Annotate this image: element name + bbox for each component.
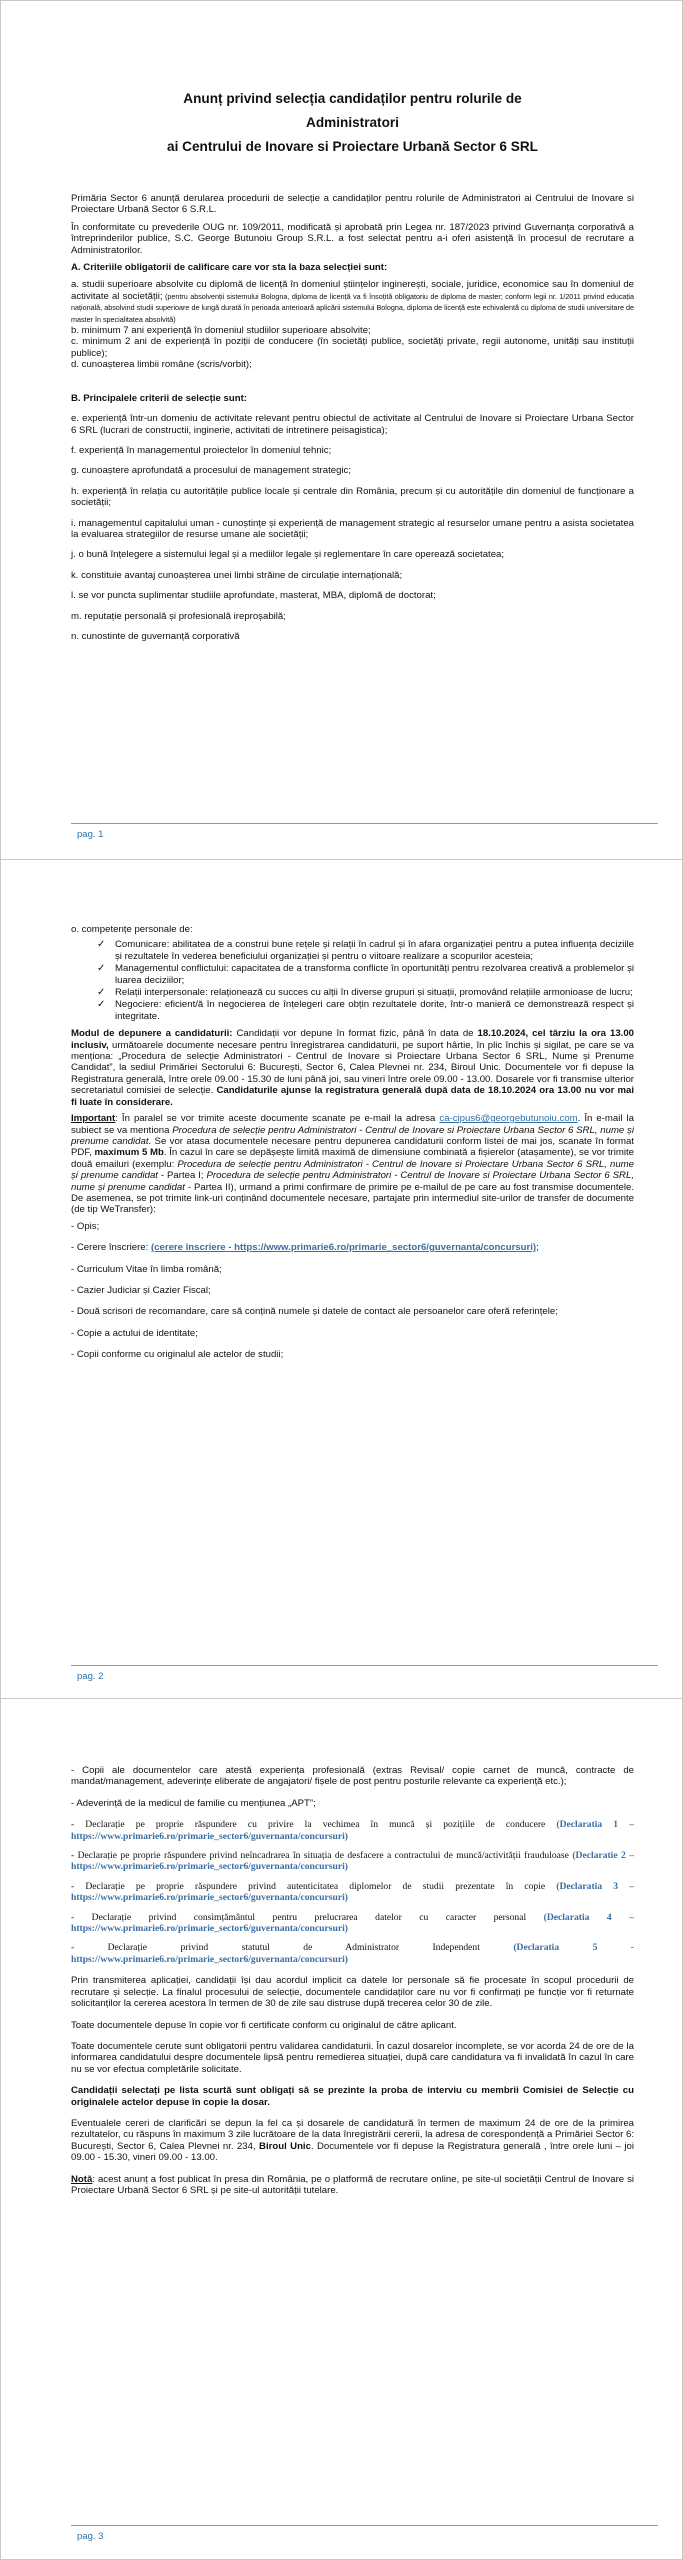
declaratie-2-link[interactable]: (Declaratie 2 – https://www.primarie6.ro/primarie_sector6/guvernanta/concursuri) — [71, 1850, 634, 1873]
doc-opis: - Opis; — [71, 1220, 100, 1232]
criterion-l: l. se vor puncta suplimentar studiile aprofundate, masterat, MBA, diplomă de doctorat; — [71, 590, 436, 602]
doc-declaratie-4: - Declarație privind consimțământul pentru prelucrarea datelor cu caracter personal (Declaratia 4 – https://www.primarie6.ro/primarie_sector6/guvernanta/concursuri) — [71, 1911, 634, 1935]
doc-adeverinta: - Adeverință de la medicul de familie cu mențiunea „APT”; — [71, 1797, 316, 1809]
footer-divider — [71, 1665, 658, 1666]
criterion-b: b. minimum 7 ani experiență în domeniul studiilor superioare absolvite; — [71, 325, 371, 337]
clarifications-paragraph: Eventualele cereri de clarificări se depun la fel ca și dosarele de candidatură în termen de maximum 24 de ore de la primirea rezultatelor, cu răspuns în maximum 3 zile lucrătoare de la data înregistrării cererii, la adresa de corespondență a Primăriei Sector 6: București, Sector 6, Calea Plevnei nr. 234, Biroul Unic. Documentele vor fi depuse la Registratura generală , între orele luni – joi 09.00 - 15.30, vineri 09.00 - 13.00. — [71, 2117, 634, 2164]
section-b-heading: B. Principalele criterii de selecție sunt: — [71, 392, 247, 404]
checkmark-icon: ✓ — [97, 963, 106, 975]
criterion-i: i. managementul capitalului uman - cunoștințe și experiență de management strategic al resurselor umane pentru a asista societatea la evaluarea strategiilor de resurse umane ale societății; — [71, 517, 634, 540]
list-item: ✓ Managementul conflictului: capacitatea de a transforma conflicte în oportunități pentru rezolvarea creativă a problemelor și luarea deciziilor; — [97, 963, 634, 986]
page-3-content — [71, 1765, 634, 2206]
important-paragraph: Important: În paralel se vor trimite aceste documente scanate pe e-mail la adresa ca-cipus6@georgebutunoiu.com. În e-mail la subiect se va mentiona Procedura de selecție pentru Administratori - Centrul de Inovare si Proiectare Urbana Sector 6 SRL, nume și prenume candidat. Se vor atasa documentele necesare pentru depunerea candidaturii conform listei de mai jos, scanate în format PDF, maximum 5 Mb. În cazul în care se depășește limită maximă de dimensiune combinată a fișierelor (atașamente), se vor trimite două emailuri (exemplu: Procedura de selecție pentru Administratori - Centrul de Inovare si Proiectare Urbana Sector 6 SRL, nume și prenume candidat - Partea I; Procedura de selecție pentru Administratori - Centrul de Inovare si Proiectare Urbana Sector 6 SRL, nume și prenume candidat - Partea II), urmand a primi confirmare de primire pe e-mailul de pe care au fost transmise documentele. De asemenea, se pot trimite link-uri conținând documentele necesare, partajate prin intermediul site-urilor de transfer de documente (de tip WeTransfer): — [71, 1113, 634, 1216]
criterion-e: e. experiență într-un domeniu de activitate relevant pentru obiectul de activitate al Centrului de Inovare si Proiectare Urbana Sector 6 SRL (lucrari de constructii, inginerie, activitati de intretinere peisagistica); — [71, 413, 634, 436]
intro-paragraph-1: Primăria Sector 6 anunță derularea procedurii de selecție a candidaților pentru rolurile de Administratori ai Centrului de Inovare si Proiectare Urbană Sector 6 S.R.L. — [71, 193, 634, 216]
note-paragraph: Notă: acest anunț a fost publicat în presa din România, pe o platformă de recrutare online, pe site-ul societății Centrul de Inovare si Proiectare Urbană Sector 6 SRL și pe site-ul autorității tutelare. — [71, 2173, 634, 2196]
page-1-content — [71, 87, 634, 651]
footer-divider — [71, 823, 658, 824]
criterion-m: m. reputație personală și profesională ireproșabilă; — [71, 610, 286, 622]
personal-competences-list — [91, 939, 634, 1022]
criterion-f: f. experiență în managementul proiectelor în domeniul tehnic; — [71, 444, 332, 456]
doc-cerere: - Cerere înscriere: (cerere înscriere - https://www.primarie6.ro/primarie_sector6/guvernanta/concursuri); — [71, 1242, 539, 1254]
cerere-link[interactable]: (cerere înscriere - https://www.primarie6.ro/primarie_sector6/guvernanta/concursuri) — [150, 1242, 537, 1254]
doc-recomandare: - Două scrisori de recomandare, care să conțină numele și datele de contact ale persoanelor care oferă referințele; — [71, 1306, 558, 1318]
consent-paragraph: Prin transmiterea aplicației, candidații își dau acordul implicit ca datele lor personale să fie procesate în scopul procedurii de recrutare și selecție. La finalul procesului de selecție, documentele candidaților care nu vor fi confirmați pe funcție vor fi returnate solicitanților la cererea acestora în termen de 30 de zile sau distruse după trecerea celor 30 de zile. — [71, 1975, 634, 2010]
interview-paragraph: Candidații selectați pe lista scurtă sunt obligați să se prezinte la proba de interviu cu membrii Comisiei de Selecție cu originalele actelor depuse în copie la dosar. — [71, 2085, 634, 2108]
page-number: pag. 1 — [77, 829, 104, 840]
doc-declaratie-1: - Declarație pe proprie răspundere cu privire la vechimea în muncă și pozițiile de conducere (Declaratia 1 – https://www.primarie6.ro/primarie_sector6/guvernanta/concursuri) — [71, 1819, 634, 1842]
certification-paragraph: Toate documentele depuse în copie vor fi certificate conform cu originalul de către aplicant. — [71, 2019, 457, 2031]
criterion-d: d. cunoașterea limbii române (scris/vorbit); — [71, 359, 252, 371]
email-link[interactable]: ca-cipus6@georgebutunoiu.com — [439, 1113, 578, 1125]
criterion-o: o. competențe personale de: — [71, 924, 193, 935]
announcement-title-line-3: ai Centrului de Inovare si Proiectare Urbană Sector 6 SRL — [167, 139, 538, 154]
doc-cv: - Curriculum Vitae în limba română; — [71, 1263, 222, 1275]
criterion-a — [71, 279, 634, 325]
declaratie-1-link[interactable]: (Declaratia 1 – https://www.primarie6.ro/primarie_sector6/guvernanta/concursuri) — [71, 1819, 634, 1842]
document-page-2 — [0, 859, 683, 1699]
list-item: ✓ Comunicare: abilitatea de a construi bune rețele și relații în cadrul și în afara organizației pentru a putea influența deciziile și rezultatele în vederea beneficiului organizației și pentru o viitoare realizare a scopurilor acesteia; — [97, 939, 634, 962]
doc-experienta: - Copii ale documentelor care atestă experiența profesională (extras Revisal/ copie carnet de muncă, contracte de mandat/management, adeverințe eliberate de angajatori/ fișele de post pentru posturile relevante ca experiență etc.); — [71, 1765, 634, 1788]
criterion-a-text: a. studii superioare absolvite cu diplomă de licență în domeniul științelor inginerești, sociale, juridice, economice sau în domeniul de activitate al societății; — [71, 279, 634, 302]
doc-cazier: - Cazier Judiciar și Cazier Fiscal; — [71, 1284, 211, 1296]
announcement-title-line-1: Anunț privind selecția candidaților pentru rolurile de — [183, 91, 522, 106]
criterion-n: n. cunostinte de guvernanță corporativă — [71, 630, 240, 642]
doc-declaratie-5: - Declarație privind statutul de Administrator Independent (Declaratia 5 - https://www.primarie6.ro/primarie_sector6/guvernanta/concursuri) — [71, 1942, 634, 1965]
list-item: ✓ Relații interpersonale: relaționează cu succes cu alții în diverse grupuri și situații, promovând relațiile armonioase de lucru; — [97, 987, 633, 999]
declaratie-5-link[interactable]: (Declaratia 5 - https://www.primarie6.ro/primarie_sector6/guvernanta/concursuri) — [71, 1942, 634, 1965]
criterion-h: h. experiență în relația cu autoritățile publice locale și centrale din România, precum și cu autoritățile din domeniul de funcționare a societății; — [71, 485, 634, 509]
list-item: ✓ Negociere: eficient/ă în negocierea de înțelegeri care obțin rezultatele dorite, într-o manieră ce demonstrează respect și integritate. — [97, 999, 634, 1022]
doc-declaratie-3: - Declarație pe proprie răspundere privind autenticitatea diplomelor de studii prezentate în copie (Declaratia 3 – https://www.primarie6.ro/primarie_sector6/guvernanta/concursuri) — [71, 1880, 634, 1904]
footer-divider — [71, 2525, 658, 2526]
announcement-title-line-2: Administratori — [306, 115, 399, 130]
doc-identitate: - Copie a actului de identitate; — [71, 1327, 198, 1339]
checkmark-icon: ✓ — [97, 939, 106, 951]
page-number: pag. 2 — [77, 1671, 104, 1682]
submission-paragraph: Modul de depunere a candidaturii: Candidații vor depune în format fizic, până în data de 18.10.2024, cel târziu la ora 13.00 inclusiv, următoarele documente necesare pentru înregistrarea candidaturii, pe suport hârtie, în plic închis și sigilat, pe care se va menționa: „Procedura de selecție Administratori - Centrul de Inovare si Proiectare Urbana Sector 6 SRL, Nume și Prenume Candidat”, la sediul Primăriei Sectorului 6: București, Sector 6, Calea Plevnei nr. 234, Biroul Unic. Documentele vor fi depuse la Registratura generală, între orele 09.00 - 15.30 de luni până joi, sau vineri între orele 09.00 - 13.00. Dosarele vor fi transmise ulterior secretariatul comisiei de selecție. Candidaturile ajunse la registratura generală după data de 18.10.2024 ora 13.00 nu vor mai fi luate în considerare. — [71, 1028, 635, 1108]
criterion-k: k. constituie avantaj cunoașterea unei limbi străine de circulație internațională; — [71, 569, 403, 581]
doc-declaratie-2: - Declarație pe proprie răspundere privind neîncadrarea în situația de desfacere a contractului de muncă/activității frauduloase (Declaratie 2 – https://www.primarie6.ro/primarie_sector6/guvernanta/concursuri) — [71, 1850, 634, 1873]
document-page-1 — [0, 0, 683, 860]
doc-studii: - Copii conforme cu originalul ale actelor de studii; — [71, 1349, 284, 1361]
page-number: pag. 3 — [77, 2531, 104, 2542]
section-a-heading: A. Criteriile obligatorii de calificare care vor sta la baza selecției sunt: — [71, 262, 388, 274]
declaratie-3-link[interactable]: (Declaratia 3 – https://www.primarie6.ro/primarie_sector6/guvernanta/concursuri) — [71, 1880, 634, 1904]
intro-paragraph-2: În conformitate cu prevederile OUG nr. 109/2011, modificată și aprobată prin Legea nr. 187/2023 privind Guvernanța corporativă a întreprinderilor publice, S.C. George Butunoiu Group S.R.L. a fost selectat pentru a-i oferi asistență în procesul de recrutare a Administratorilor. — [71, 221, 634, 256]
checkmark-icon: ✓ — [97, 999, 106, 1011]
criterion-g: g. cunoaștere aprofundată a procesului de management strategic; — [71, 465, 351, 477]
page-2-content — [71, 924, 634, 1371]
document-page-3 — [0, 1698, 683, 2560]
criterion-j: j. o bună înțelegere a sistemului legal și a mediilor legale și reglementare în care operează societatea; — [71, 549, 505, 561]
checkmark-icon: ✓ — [97, 987, 106, 999]
criterion-c: c. minimum 2 ani de experiență în poziții de conducere (în societăți publice, societăți private, regii autonome, unități sau instituții publice); — [71, 336, 634, 359]
incomplete-paragraph: Toate documentele cerute sunt obligatorii pentru validarea candidaturii. În cazul dosarelor incomplete, se vor acorda 24 de ore de la informarea candidatului despre documentele lipsă pentru remedierea situației, după care candidatura va fi invalidată în cazul în care nu se vor efectua completările solicitate. — [71, 2040, 634, 2075]
declaratie-4-link[interactable]: (Declaratia 4 – https://www.primarie6.ro/primarie_sector6/guvernanta/concursuri) — [71, 1911, 634, 1935]
criterion-a-note: (pentru absolvenții sistemului Bologna, diploma de licență va fi însoțită obligatoriu de diploma de master; conform legii nr. 1/2011 privind educația națională, absolvind studii superioare de lungă durată în perioada anterioară aplicării sistemului Bologna, diploma de licență este echivalentă cu diploma de studii universitare de master în specialitatea absolvită) — [71, 291, 634, 324]
